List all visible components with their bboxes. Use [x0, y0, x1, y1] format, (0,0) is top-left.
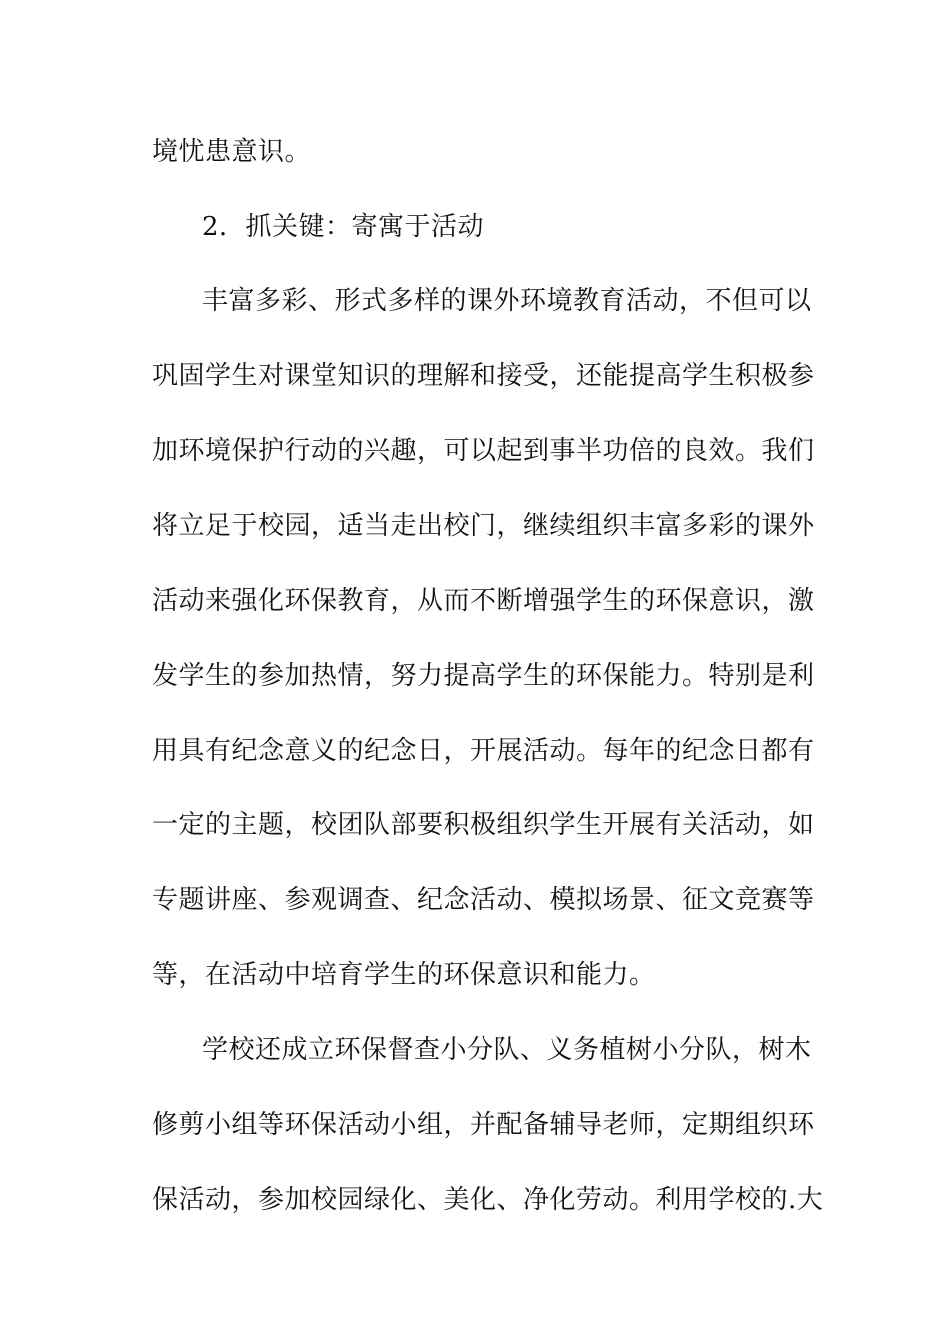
text-line: 保活动，参加校园绿化、美化、净化劳动。利用学校的.大: [152, 1185, 824, 1215]
section-heading: 2．抓关键：寄寓于活动: [202, 212, 485, 242]
text-line: 发学生的参加热情，努力提高学生的环保能力。特别是利: [152, 661, 815, 691]
text-line: 境忧患意识。: [152, 137, 312, 167]
text-line: 活动来强化环保教育，从而不断增强学生的环保意识，激: [152, 586, 815, 616]
text-line: 巩固学生对课堂知识的理解和接受，还能提高学生积极参: [152, 361, 815, 391]
text-line: 专题讲座、参观调查、纪念活动、模拟场景、征文竞赛等: [152, 885, 815, 915]
text-line: 将立足于校园，适当走出校门，继续组织丰富多彩的课外: [152, 511, 815, 541]
text-line: 一定的主题，校团队部要积极组织学生开展有关活动，如: [152, 810, 815, 840]
text-line: 等，在活动中培育学生的环保意识和能力。: [152, 960, 656, 990]
text-line: 学校还成立环保督查小分队、义务植树小分队，树木: [202, 1035, 812, 1065]
text-line: 修剪小组等环保活动小组，并配备辅导老师，定期组织环: [152, 1110, 815, 1140]
text-line: 用具有纪念意义的纪念日，开展活动。每年的纪念日都有: [152, 736, 815, 766]
text-line: 丰富多彩、形式多样的课外环境教育活动，不但可以: [202, 286, 812, 316]
text-line: 加环境保护行动的兴趣，可以起到事半功倍的良效。我们: [152, 436, 815, 466]
